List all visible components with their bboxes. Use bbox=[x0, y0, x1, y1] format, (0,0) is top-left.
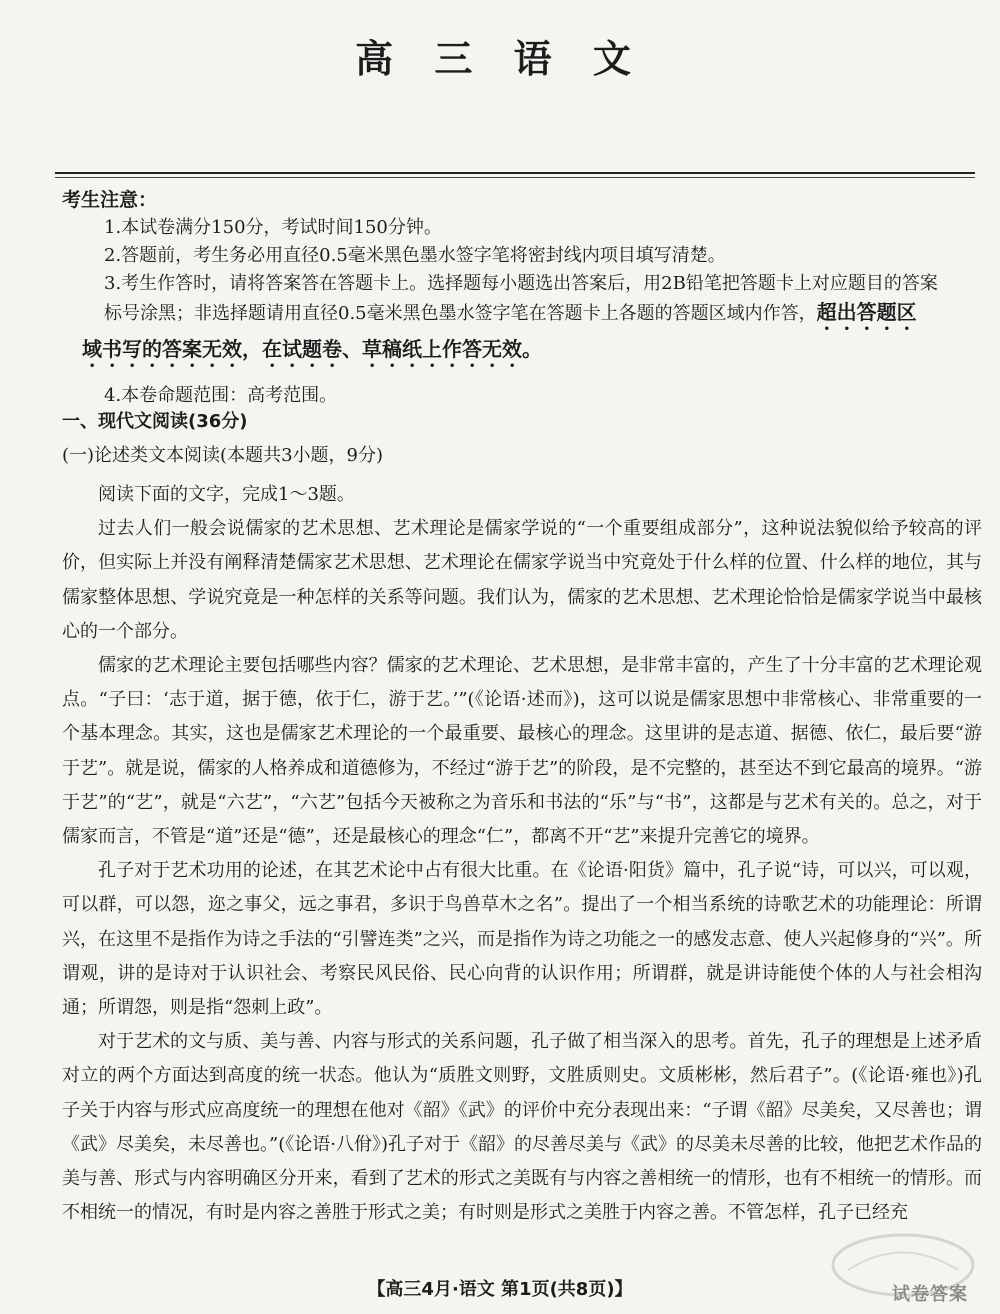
page-footer: 【高三4月·语文 第1页(共8页)】 bbox=[367, 1279, 633, 1300]
header-rule bbox=[55, 172, 975, 174]
header-rule-thin bbox=[55, 177, 975, 178]
watermark-text: 试卷答案 bbox=[892, 1284, 968, 1305]
notice-heading: 考生注意： bbox=[62, 189, 158, 211]
passage-instruction: 阅读下面的文字，完成1～3题。 bbox=[98, 484, 355, 505]
notice-item-1: 1.本试卷满分150分，考试时间150分钟。 bbox=[104, 217, 442, 238]
passage-paragraph-1: 过去人们一般会说儒家的艺术思想、艺术理论是儒家学说的“一个重要组成部分”，这种说法貌似给予较高的评价，但实际上并没有阐释清楚儒家艺术思想、艺术理论在儒家学说当中究竟处于什么样的位置、什么样的地位，其与儒家整体思想、学说究竟是一种怎样的关系等问题。我们认为，儒家的艺术思想、艺术理论恰恰是儒家学说当中最核心的一个部分。 bbox=[62, 518, 982, 642]
passage-paragraph-4: 对于艺术的文与质、美与善、内容与形式的关系问题，孔子做了相当深入的思考。首先，孔子的理想是上述矛盾对立的两个方面达到高度的统一状态。他认为“质胜文则野，文胜质则史。文质彬彬，然后君子”。(《论语·雍也》)孔子关于内容与形式应高度统一的理想在他对《韶》《武》的评价中充分表现出来：“子谓《韶》尽美矣，又尽善也；谓《武》尽美矣，未尽善也。”(《论语·八佾》)孔子对于《韶》的尽善尽美与《武》的尽美未尽善的比较，他把艺术作品的美与善、形式与内容明确区分开来，看到了艺术的形式之美既有与内容之善相统一的情形，也有不相统一的情形。而不相统一的情况，有时是内容之善胜于形式之美；有时则是形式之美胜于内容之善。不管怎样，孔子已经充 bbox=[62, 1031, 982, 1224]
section-subheading: (一)论述类文本阅读(本题共3小题，9分) bbox=[62, 445, 383, 466]
reading-passage bbox=[62, 478, 982, 1230]
passage-paragraph-3: 孔子对于艺术功用的论述，在其艺术论中占有很大比重。在《论语·阳货》篇中，孔子说“诗，可以兴，可以观，可以群，可以怨，迩之事父，远之事君，多识于鸟兽草木之名”。提出了一个相当系统的诗歌艺术的功能理论：所谓兴，在这里不是指作为诗之手法的“引譬连类”之兴，而是指作为诗之功能之一的感发志意、使人兴起修身的“兴”。所谓观，讲的是诗对于认识社会、考察民风民俗、民心向背的认识作用；所谓群，就是讲诗能使个体的人与社会相沟通；所谓怨，则是指“怨刺上政”。 bbox=[62, 860, 982, 1019]
candidate-notice bbox=[62, 186, 982, 410]
notice-item-2: 2.答题前，考生务必用直径0.5毫米黑色墨水签字笔将密封线内项目填写清楚。 bbox=[104, 245, 726, 266]
section-header bbox=[62, 408, 982, 470]
notice-item-3-emphasis-1: 超出答题区 bbox=[816, 300, 917, 324]
notice-item-3-line-1: 3.考生作答时，请将答案答在答题卡上。选择题每小题选出答案后，用2B铅笔把答题卡上对应题目的答案 bbox=[104, 273, 938, 294]
passage-paragraph-2: 儒家的艺术理论主要包括哪些内容？儒家的艺术理论、艺术思想，是非常丰富的，产生了十分丰富的艺术理论观点。“子曰：‘志于道，据于德，依于仁，游于艺。’”(《论语·述而》)，这可以说是儒家思想中非常核心、非常重要的一个基本理念。其实，这也是儒家艺术理论的一个最重要、最核心的理念。这里讲的是志道、据德、依仁，最后要“游于艺”。就是说，儒家的人格养成和道德修为，不经过“游于艺”的阶段，是不完整的，甚至达不到它最高的境界。“游于艺”的“艺”，就是“六艺”，“六艺”包括今天被称之为音乐和书法的“乐”与“书”，这都是与艺术有关的。总之，对于儒家而言，不管是“道”还是“德”，还是最核心的理念“仁”，都离不开“艺”来提升完善它的境界。 bbox=[62, 655, 983, 848]
section-heading: 一、现代文阅读(36分) bbox=[62, 411, 248, 432]
notice-item-3-line-2 bbox=[62, 298, 982, 335]
notice-item-3-emphasis-2: 域书写的答案无效，在试题卷、草稿纸上作答无效。 bbox=[82, 337, 542, 361]
notice-item-3-normal: 标号涂黑；非选择题请用直径0.5毫米黑色墨水签字笔在答题卡上各题的答题区域内作答， bbox=[104, 303, 817, 324]
page-title: 高 三 语 文 bbox=[355, 36, 645, 81]
notice-item-4: 4.本卷命题范围：高考范围。 bbox=[104, 385, 338, 406]
